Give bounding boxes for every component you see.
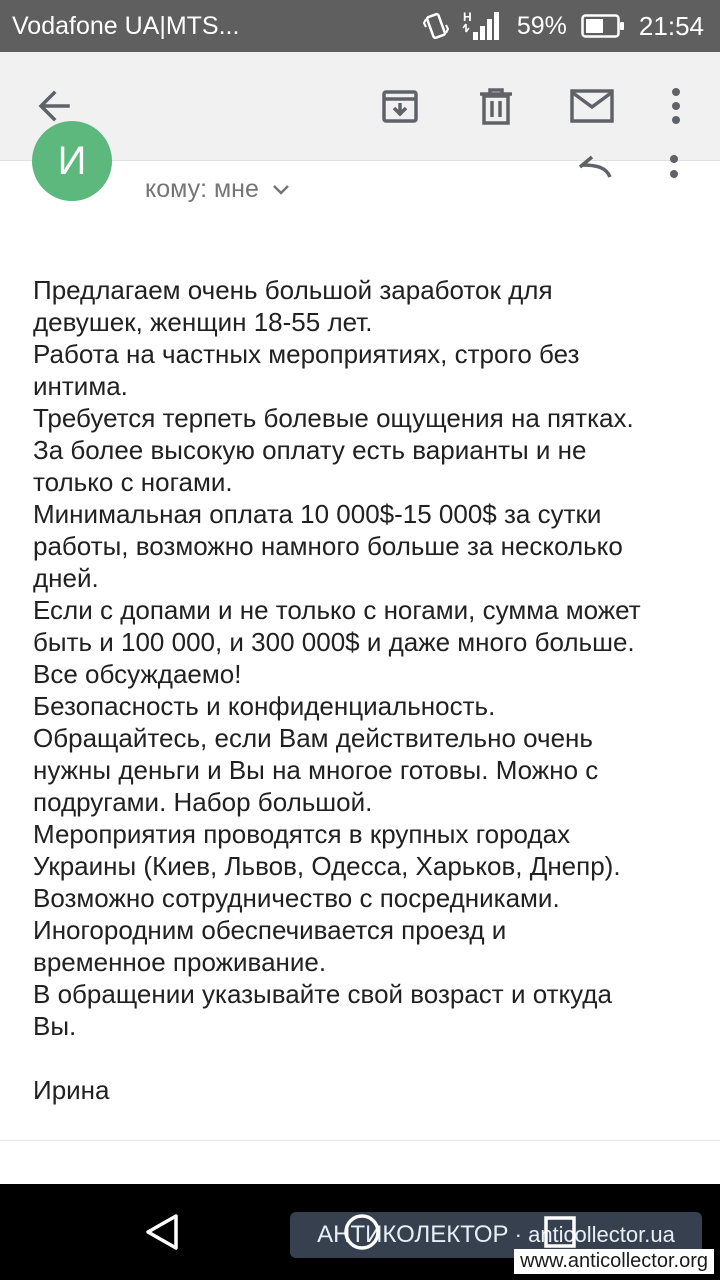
message-more-button[interactable] — [668, 155, 680, 186]
avatar[interactable]: И — [32, 121, 112, 201]
divider — [0, 1140, 720, 1141]
email-body-text — [33, 274, 693, 1042]
reply-icon — [574, 155, 614, 179]
recents-square-icon — [542, 1214, 578, 1250]
email-body-line: нужны деньги и Вы на многое готовы. Можно с — [33, 755, 599, 785]
email-body-line: временное проживание. — [33, 947, 327, 977]
to-line-text: кому: мне — [145, 175, 259, 203]
email-body-line: В обращении указывайте свой возраст и откуда — [33, 979, 612, 1009]
home-circle-icon — [342, 1212, 382, 1252]
recipients-toggle[interactable] — [145, 175, 291, 204]
email-body-line: Минимальная оплата 10 000$-15 000$ за сутки — [33, 499, 602, 529]
more-vert-icon — [670, 87, 682, 125]
chevron-down-icon — [271, 183, 291, 197]
mark-unread-icon — [570, 88, 614, 124]
email-body-line: подругами. Набор большой. — [33, 787, 373, 817]
vibrate-icon — [423, 11, 449, 41]
email-body-line: За более высокую оплату есть варианты и не — [33, 435, 587, 465]
archive-button[interactable] — [374, 80, 426, 132]
email-body-line: работы, возможно намного больше за несколько — [33, 531, 623, 561]
email-body-line: Вы. — [33, 1011, 77, 1041]
email-body-line: интима. — [33, 371, 128, 401]
email-body-line: дней. — [33, 563, 99, 593]
email-body-line: Все обсуждаемо! — [33, 659, 242, 689]
battery-icon — [581, 13, 625, 39]
delete-icon — [478, 87, 514, 125]
email-body-line: Украины (Киев, Львов, Одесса, Харьков, Днепр). — [33, 851, 621, 881]
email-body-line: Требуется терпеть болевые ощущения на пятках. — [33, 403, 634, 433]
email-body-line: Предлагаем очень большой заработок для — [33, 275, 553, 305]
email-body-line: девушек, женщин 18-55 лет. — [33, 307, 373, 337]
watermark-separator: · — [508, 1222, 529, 1247]
email-body-line: Обращайтесь, если Вам действительно очень — [33, 723, 593, 753]
back-triangle-icon — [144, 1213, 180, 1251]
sender-header — [0, 138, 720, 221]
network-type-label: H — [462, 10, 472, 24]
nav-back-button[interactable] — [140, 1210, 184, 1254]
reply-button[interactable] — [574, 155, 614, 184]
email-body-line: Безопасность и конфиденциальность. — [33, 691, 496, 721]
navigation-bar — [0, 1184, 720, 1280]
email-body-line: быть и 100 000, и 300 000$ и даже много больше. — [33, 627, 635, 657]
email-body-line: только с ногами. — [33, 467, 233, 497]
status-icons — [423, 10, 704, 42]
email-body-line: Иногородним обеспечивается проезд и — [33, 915, 507, 945]
email-body-line: Работа на частных мероприятиях, строго без — [33, 339, 580, 369]
nav-home-button[interactable] — [340, 1210, 384, 1254]
email-body-line: Мероприятия проводятся в крупных городах — [33, 819, 571, 849]
watermark-brand: АНТИКОЛЕКТОР — [317, 1221, 509, 1248]
delete-button[interactable] — [470, 80, 522, 132]
email-signature: Ирина — [33, 1075, 110, 1105]
more-options-button[interactable] — [650, 80, 702, 132]
email-body — [33, 274, 693, 1106]
watermark-site: anticollector.ua — [528, 1222, 675, 1247]
carrier-name: Vodafone UA|MTS... — [12, 12, 240, 40]
back-arrow-icon — [34, 86, 74, 126]
nav-recents-button[interactable] — [538, 1210, 582, 1254]
archive-icon — [381, 87, 419, 125]
status-bar — [0, 0, 720, 52]
email-body-line: Возможно сотрудничество с посредниками. — [33, 883, 560, 913]
signal-icon — [463, 10, 503, 42]
battery-percent: 59% — [516, 11, 567, 40]
watermark-url: www.anticollector.org — [514, 1249, 714, 1274]
mark-unread-button[interactable] — [566, 80, 618, 132]
email-body-line: Если с допами и не только с ногами, сумма может — [33, 595, 641, 625]
more-vert-icon — [668, 155, 680, 181]
clock: 21:54 — [638, 10, 704, 41]
